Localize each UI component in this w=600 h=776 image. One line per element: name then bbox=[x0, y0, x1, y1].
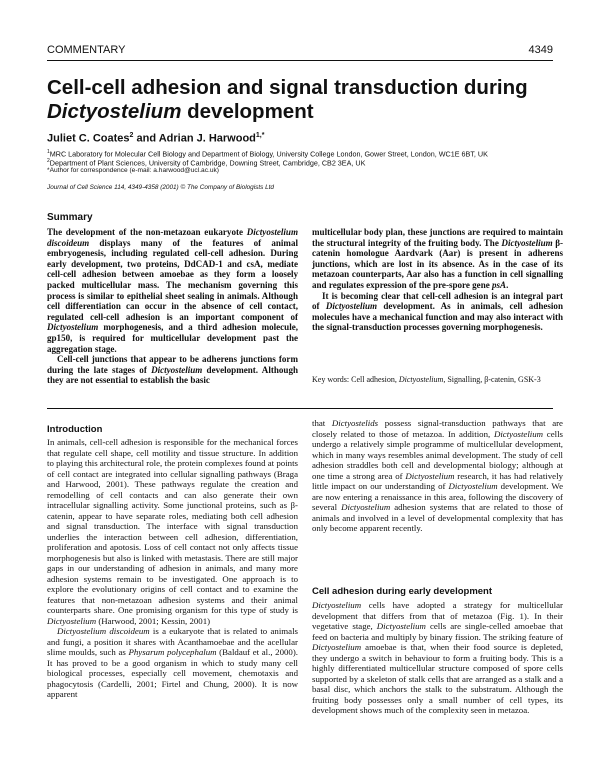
author-2: and Adrian J. Harwood bbox=[133, 132, 256, 145]
text-run: research, it has had relatively little impact on our understanding of bbox=[312, 470, 563, 491]
text-run: development. Although they are not essential to establish the basic bbox=[47, 364, 298, 386]
italic-run: Dictyostelium bbox=[405, 470, 455, 481]
italic-run: Dictyostelium bbox=[501, 237, 553, 248]
italic-run: Dictyostelium bbox=[376, 621, 426, 631]
summary-paragraph-3 bbox=[312, 291, 563, 333]
text-run: Cell-cell junctions that appear to be adherens junctions form during the late stages of bbox=[47, 354, 298, 375]
introduction-column-right bbox=[312, 418, 563, 534]
italic-run: Dictyostelium bbox=[47, 615, 97, 626]
summary-column-right bbox=[312, 227, 563, 333]
journal-reference: Journal of Cell Science 114, 4349-4358 (2001) © The Company of Biologists Ltd bbox=[47, 184, 274, 191]
italic-run: Dictyostelium bbox=[493, 428, 544, 439]
article-title bbox=[47, 76, 557, 124]
text-run: multicellular body plan, these junctions are required to maintain the structural integrity of the fruiting body. The bbox=[312, 227, 563, 248]
italic-run: Dictyostelium bbox=[312, 642, 362, 652]
intro-paragraph-2 bbox=[47, 626, 298, 700]
keywords bbox=[312, 375, 562, 385]
introduction-column-left bbox=[47, 437, 298, 700]
text-run: morphogenesis, and a third adhesion molecule, gp150, is required for multicellular development past the aggregation stage. bbox=[47, 322, 298, 354]
italic-run: Dictyostelium bbox=[151, 364, 203, 375]
author-2-affil: 1,* bbox=[255, 132, 265, 139]
title-line1: Cell-cell adhesion and signal transduction during bbox=[47, 76, 528, 99]
italic-run: Dictyostelium bbox=[341, 502, 391, 512]
summary-paragraph-2a bbox=[47, 354, 298, 386]
text-run: In animals, cell-cell adhesion is responsible for the mechanical forces that regulate cell shape, cell motility and tissue structure. In addition to playing this architectural role, the protein complexes found at points of cell contact are integrated into cellular signalling pathways (Braga and Harwood, 2001). These pathways regulate the creation and remodelling of cell contacts and can also generate their own intracellular signalling activity. Some junctional proteins, such as β-catenin, appear to have separate roles, mediating both cell adhesion and signal transduction. The interface with signal transduction underlies the interaction between cell adhesion, differentiation, proliferation and apotosis. Loss of cell contact not only affects tissue morphogenesis but also is linked with metastasis. There are still major gaps in our understanding of adhesion in animals, and many more adhesion systems remain to be investigated. One approach is to explore the evolutionary origins of cell contact and to examine the features that non-metazoan adhesion systems and their animal counterparts share. One promising organism for this type of study is bbox=[47, 437, 298, 615]
italic-run: psA bbox=[492, 279, 507, 290]
affiliation-1-mark: 1 bbox=[47, 149, 50, 155]
page-number: 4349 bbox=[528, 44, 553, 56]
italic-run: Physarum polycephalum bbox=[128, 647, 217, 657]
author-list bbox=[47, 132, 264, 145]
text-run: development. As in animals, cell adhesion molecules have a mechanical function and may also interact with the signal-transduction processes governing morphogenesis. bbox=[312, 301, 563, 333]
text-run: (Harwood, 2001; Kessin, 2001) bbox=[96, 615, 211, 626]
early-development-text bbox=[312, 600, 563, 716]
summary-paragraph-2b bbox=[312, 227, 563, 291]
text-run: amoebae is that, when their food source is depleted, they undergo a switch in behaviour to form a fruiting body. This is a highly differentiated multicellular structure composed of spore cells supported by a skeleton of stalk cells that are arranged as a stalk and a basal disc, which anchors the stalk to the substratum. Although the fruiting body possesses only a small number of cell types, its development shows much of the complexity seen in metazoa. bbox=[312, 642, 563, 715]
text-run: displays many of the features of animal embryogenesis, including regulated cell-cell adhesion. During early development, two proteins, DdCAD-1 and csA, mediate cell-cell adhesion between amoebae as they form a loosely packed multicellular mass. The mechanism governing this process is similar to epithelial sheet sealing in animals. Although cell differentiation can occur in the absence of cell contact, regulated cell-cell adhesion is an important component of bbox=[47, 237, 298, 322]
text-run: cells are single-celled amoebae that feed on bacteria and multiply by binary fission. The striking feature of bbox=[312, 621, 563, 642]
author-1-affil: 2 bbox=[129, 132, 134, 139]
section-rule bbox=[47, 408, 553, 409]
correspondence: *Author for correspondence (e-mail: a.harwood@ucl.ac.uk) bbox=[47, 167, 219, 174]
title-italic: Dictyostelium bbox=[47, 100, 182, 123]
early-development-paragraph bbox=[312, 600, 563, 716]
header-rule bbox=[47, 60, 553, 61]
summary-paragraph-1 bbox=[47, 227, 298, 354]
text-run: adhesion systems that are related to those of animals and involved in a level of developmental complexity that has only become apparent recently. bbox=[312, 502, 563, 533]
text-run: cells undergo a relatively simple programme of multicellular development, which in many ways resembles animal development. The study of cell adhesion straddles both cell and developmental biology; although at one time a strong area of bbox=[312, 428, 563, 481]
text-run: that bbox=[312, 418, 332, 428]
italic-run: Dictyostelium bbox=[325, 301, 378, 312]
summary-column-left bbox=[47, 227, 298, 386]
text-run: development. We are now entering a renaissance in this area, following the discovery of several bbox=[312, 481, 563, 512]
italic-run: Dictyostelium bbox=[47, 322, 99, 333]
text-run: , Signalling, β-catenin, GSK-3 bbox=[443, 375, 541, 384]
italic-run: Dictyostelium bbox=[448, 481, 498, 491]
italic-run: Dictyostelium discoideum bbox=[57, 626, 150, 636]
text-run: cells have adopted a strategy for multicellular development that differs from that of metazoa (Fig. 1). In their vegetative stage, bbox=[312, 600, 563, 631]
text-run: Key words: Cell adhesion, bbox=[312, 375, 399, 384]
text-run: The development of the non-metazoan eukaryote bbox=[47, 227, 247, 237]
title-line2: development bbox=[181, 100, 314, 123]
italic-run: Dictyostelium bbox=[398, 375, 444, 384]
early-development-heading: Cell adhesion during early development bbox=[312, 586, 493, 597]
italic-run: Dictyostelium bbox=[312, 600, 362, 610]
author-1: Juliet C. Coates bbox=[47, 132, 130, 145]
section-label: COMMENTARY bbox=[47, 44, 126, 56]
affiliation-1-text: MRC Laboratory for Molecular Cell Biology and Department of Biology, University College London, Gower Street, London, WC1E 6BT, UK bbox=[49, 149, 488, 159]
text-run: β-catenin homologue Aardvark (Aar) is present in adherens junctions, which are lost in its absence. As in the case of its metazoan counterparts, Aar also has a function in cell signalling and regulates expression of the pre-spore gene bbox=[312, 237, 564, 290]
text-run: . bbox=[506, 279, 509, 290]
intro-paragraph-3 bbox=[312, 418, 563, 534]
intro-paragraph-1 bbox=[47, 437, 298, 626]
summary-heading: Summary bbox=[47, 212, 93, 223]
italic-run: Dictyostelium discoideum bbox=[47, 227, 298, 248]
italic-run: Dictyostelids bbox=[331, 418, 379, 428]
affiliation-2-mark: 2 bbox=[47, 158, 50, 164]
introduction-heading: Introduction bbox=[47, 424, 103, 435]
text-run: It is becoming clear that cell-cell adhesion is an integral part of bbox=[312, 290, 563, 312]
affiliation-2-text: Department of Plant Sciences, University of Cambridge, Downing Street, Cambridge, CB2 3EA, UK bbox=[49, 158, 366, 168]
text-run: (Baldauf et al., 2000). It has proved to be a good organism in which to study many cell biological processes, especially cell movement, chemotaxis and phagocytosis (Cardelli, 2001; Firtel and Chung, 2000). It is now apparent bbox=[47, 647, 298, 699]
running-header bbox=[47, 44, 553, 58]
text-run: possess signal-transduction pathways that are closely related to those of metazoa. In addition, bbox=[312, 418, 563, 439]
text-run: is a eukaryote that is related to animals and fungi, a position it shares with Acanthamoebae and the acellular slime moulds, such as bbox=[47, 626, 298, 657]
